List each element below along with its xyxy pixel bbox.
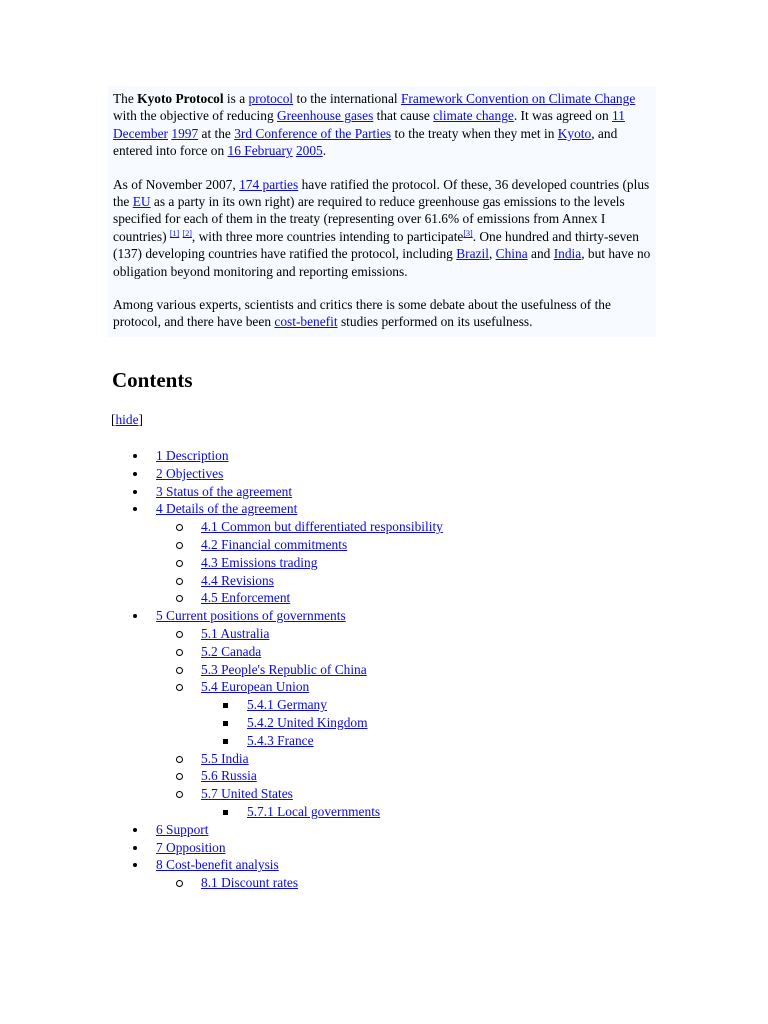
text: , with three more countries intending to participate (191, 228, 464, 244)
link-china[interactable]: China (495, 246, 528, 262)
toc-item (112, 856, 443, 874)
link-174-parties[interactable]: 174 parties (239, 176, 299, 192)
contents-toggle (111, 412, 143, 428)
disc-bullet-icon (133, 507, 137, 511)
toc-link[interactable]: 5.4.3 France (247, 732, 314, 748)
intro-paragraph-3 (113, 296, 656, 331)
link-cost-benefit[interactable]: cost-benefit (274, 314, 338, 330)
toc-link[interactable]: 8.1 Discount rates (201, 875, 299, 891)
link-kyoto[interactable]: Kyoto (557, 125, 592, 141)
circle-bullet-icon (176, 578, 183, 585)
square-bullet-icon (223, 739, 228, 744)
toc-item (112, 732, 443, 750)
bracket-open: [ (111, 412, 116, 427)
toc-link[interactable]: 4.4 Revisions (201, 572, 274, 588)
toc-link[interactable]: 5.6 Russia (201, 768, 257, 784)
disc-bullet-icon (133, 472, 137, 476)
disc-bullet-icon (133, 614, 137, 618)
toc-item (112, 696, 443, 714)
toc-item (112, 465, 443, 483)
text: as a party in its own right) are required to reduce greenhouse gas emissions to the levels specified for each of them in the treaty (representing over 61.6% of emissions from Annex I countries) (113, 194, 625, 244)
link-brazil[interactable]: Brazil (456, 246, 489, 262)
toc-link[interactable]: 5.4.2 United Kingdom (247, 714, 368, 730)
toc-link[interactable]: 5.4.1 Germany (247, 697, 327, 713)
circle-bullet-icon (176, 542, 183, 549)
toc-item (112, 785, 443, 803)
square-bullet-icon (223, 721, 228, 726)
text: have ratified the protocol. Of these, 36 developed countries (plus the (113, 176, 650, 210)
toc-link[interactable]: 4.2 Financial commitments (201, 536, 348, 552)
text: Among various experts, scientists and critics there is some debate about the usefulness of the protocol, and there have been (113, 297, 611, 330)
circle-bullet-icon (176, 667, 183, 674)
toc-link[interactable]: 7 Opposition (156, 839, 226, 855)
toc-item (112, 483, 443, 501)
toc-item (112, 714, 443, 732)
toc-link[interactable]: 3 Status of the agreement (156, 483, 293, 499)
text: . (322, 143, 327, 159)
text: , (488, 246, 496, 262)
text: to the treaty when they met in (391, 125, 558, 141)
link-eu[interactable]: EU (132, 194, 151, 210)
intro-paragraph-2 (113, 176, 656, 280)
bracket-close: ] (138, 412, 143, 427)
link-greenhouse-gases[interactable]: Greenhouse gases (276, 108, 374, 124)
text: at the (198, 125, 235, 141)
intro-paragraph-1 (113, 90, 656, 160)
link-protocol[interactable]: protocol (248, 91, 294, 106)
toc-item (112, 678, 443, 696)
text: The (113, 91, 138, 106)
link-climate-change[interactable]: climate change (433, 108, 514, 124)
square-bullet-icon (223, 703, 228, 708)
text: , and entered into force on (113, 125, 618, 159)
circle-bullet-icon (176, 756, 183, 763)
toc-link[interactable]: 5 Current positions of governments (156, 608, 346, 624)
toc-link[interactable]: 4 Details of the agreement (156, 501, 298, 517)
circle-bullet-icon (176, 649, 183, 656)
link-1997[interactable]: 1997 (171, 125, 199, 141)
square-bullet-icon (223, 810, 228, 815)
toc-item (112, 625, 443, 643)
contents-heading: Contents (112, 368, 193, 392)
disc-bullet-icon (133, 828, 137, 832)
toc-link[interactable]: 1 Description (156, 448, 229, 463)
toc-link[interactable]: 5.7.1 Local governments (247, 803, 381, 819)
toc-link[interactable]: 5.2 Canada (201, 643, 262, 659)
circle-bullet-icon (176, 631, 183, 638)
reference-1[interactable]: [1] (169, 228, 180, 238)
link-framework-convention[interactable]: Framework Convention on Climate Change (400, 91, 636, 106)
toc-link[interactable]: 6 Support (156, 821, 209, 837)
text: to the international (293, 91, 401, 106)
hide-contents-link[interactable]: hide (115, 412, 139, 427)
toc-link[interactable]: 5.1 Australia (201, 625, 270, 641)
circle-bullet-icon (176, 524, 183, 531)
text: with the objective of reducing (113, 108, 277, 124)
circle-bullet-icon (176, 773, 183, 780)
link-11-december[interactable]: 11 December (113, 108, 625, 141)
circle-bullet-icon (176, 560, 183, 567)
disc-bullet-icon (133, 863, 137, 867)
reference-2[interactable]: [2] (182, 228, 192, 238)
toc-item (112, 643, 443, 661)
text: that cause (373, 108, 434, 124)
reference-3[interactable]: [3] (463, 228, 473, 238)
toc-item (112, 750, 443, 768)
link-16-february[interactable]: 16 February (227, 143, 293, 159)
toc-list (112, 447, 443, 892)
toc-item (112, 767, 443, 785)
toc-item (112, 500, 443, 518)
disc-bullet-icon (133, 454, 137, 458)
text: studies performed on its usefulness. (337, 314, 533, 330)
toc-item (112, 554, 443, 572)
text: is a (223, 91, 249, 106)
toc-item (112, 803, 443, 821)
circle-bullet-icon (176, 880, 183, 887)
toc-link[interactable]: 4.5 Enforcement (201, 590, 291, 606)
toc-link[interactable]: 5.3 People's Republic of China (201, 661, 367, 677)
toc-item (112, 536, 443, 554)
article-subject-bold: Kyoto Protocol (137, 91, 224, 106)
toc-item (112, 661, 443, 679)
toc-link[interactable]: 4.1 Common but differentiated responsibility (201, 519, 443, 535)
toc-item (112, 447, 443, 465)
circle-bullet-icon (176, 684, 183, 691)
toc-link[interactable]: 8 Cost-benefit analysis (156, 857, 279, 873)
link-2005[interactable]: 2005 (295, 143, 323, 159)
toc-link[interactable]: 4.3 Emissions trading (201, 554, 318, 570)
link-india[interactable]: India (553, 246, 582, 262)
toc-item (112, 572, 443, 590)
circle-bullet-icon (176, 791, 183, 798)
toc-link[interactable]: 5.7 United States (201, 786, 293, 802)
toc-link[interactable]: 2 Objectives (156, 465, 224, 481)
text: . It was agreed on (513, 108, 612, 124)
toc-item (112, 518, 443, 536)
link-3rd-conference[interactable]: 3rd Conference of the Parties (234, 125, 392, 141)
article-intro (108, 86, 656, 337)
text: . One hundred and thirty-seven (137) developing countries have ratified the protocol, including (113, 228, 639, 262)
toc-item (112, 821, 443, 839)
text: and (527, 246, 554, 262)
circle-bullet-icon (176, 595, 183, 602)
table-of-contents (112, 447, 443, 892)
toc-item (112, 874, 443, 892)
toc-link[interactable]: 5.4 European Union (201, 679, 310, 695)
toc-link[interactable]: 5.5 India (201, 750, 249, 766)
disc-bullet-icon (133, 846, 137, 850)
toc-item (112, 607, 443, 625)
text: As of November 2007, (113, 176, 240, 192)
text: , but have no obligation beyond monitoring and reporting emissions. (113, 246, 651, 279)
toc-item (112, 589, 443, 607)
disc-bullet-icon (133, 490, 137, 494)
toc-item (112, 839, 443, 857)
